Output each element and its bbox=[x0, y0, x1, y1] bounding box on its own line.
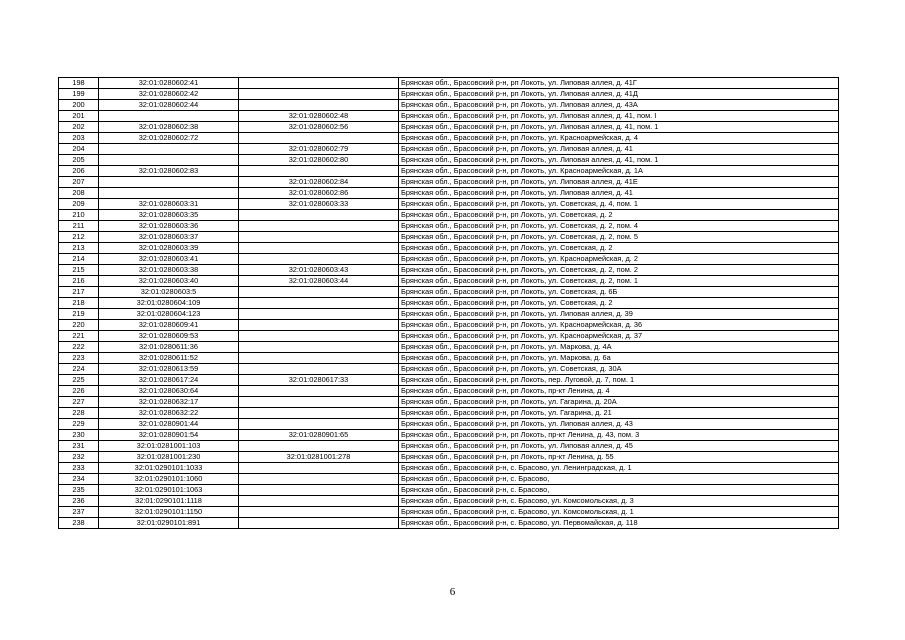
cadastral-number-cell: 32:01:0280617:24 bbox=[99, 375, 239, 386]
table-row bbox=[59, 430, 839, 441]
address-cell: Брянская обл., Брасовский р-н, с. Брасово, ул. Комсомольская, д. 3 bbox=[399, 496, 839, 507]
parent-cadastral-number-cell bbox=[239, 397, 399, 408]
cadastral-number-cell: 32:01:0280611:36 bbox=[99, 342, 239, 353]
cadastral-number-cell: 32:01:0280602:38 bbox=[99, 122, 239, 133]
cadastral-number-cell: 32:01:0290101:1118 bbox=[99, 496, 239, 507]
row-number-cell: 237 bbox=[59, 507, 99, 518]
row-number-cell: 223 bbox=[59, 353, 99, 364]
cadastral-number-cell: 32:01:0280609:53 bbox=[99, 331, 239, 342]
parent-cadastral-number-cell bbox=[239, 243, 399, 254]
row-number-cell: 233 bbox=[59, 463, 99, 474]
address-cell: Брянская обл., Брасовский р-н, с. Брасово, ул. Ленинградская, д. 1 bbox=[399, 463, 839, 474]
row-number-cell: 221 bbox=[59, 331, 99, 342]
table-row bbox=[59, 221, 839, 232]
cadastral-number-cell: 32:01:0280613:59 bbox=[99, 364, 239, 375]
row-number-cell: 222 bbox=[59, 342, 99, 353]
address-cell: Брянская обл., Брасовский р-н, рп Локоть, ул. Советская, д. 2 bbox=[399, 210, 839, 221]
page-number: 6 bbox=[449, 586, 456, 598]
address-cell: Брянская обл., Брасовский р-н, рп Локоть, ул. Липовая аллея, д. 41Е bbox=[399, 177, 839, 188]
address-cell: Брянская обл., Брасовский р-н, рп Локоть, ул. Советская, д. 2, пом. 5 bbox=[399, 232, 839, 243]
row-number-cell: 227 bbox=[59, 397, 99, 408]
cadastral-number-cell: 32:01:0280632:17 bbox=[99, 397, 239, 408]
row-number-cell: 203 bbox=[59, 133, 99, 144]
cadastral-number-cell: 32:01:0280602:44 bbox=[99, 100, 239, 111]
cadastral-number-cell: 32:01:0290101:1063 bbox=[99, 485, 239, 496]
address-cell: Брянская обл., Брасовский р-н, рп Локоть, ул. Липовая аллея, д. 39 bbox=[399, 309, 839, 320]
row-number-cell: 219 bbox=[59, 309, 99, 320]
table-row bbox=[59, 386, 839, 397]
row-number-cell: 204 bbox=[59, 144, 99, 155]
address-cell: Брянская обл., Брасовский р-н, рп Локоть, пр-кт Ленина, д. 55 bbox=[399, 452, 839, 463]
table-row bbox=[59, 353, 839, 364]
table-row bbox=[59, 408, 839, 419]
parent-cadastral-number-cell bbox=[239, 353, 399, 364]
cadastral-number-cell bbox=[99, 177, 239, 188]
table-row bbox=[59, 177, 839, 188]
cadastral-number-cell: 32:01:0280603:41 bbox=[99, 254, 239, 265]
table-row bbox=[59, 331, 839, 342]
parent-cadastral-number-cell bbox=[239, 364, 399, 375]
parent-cadastral-number-cell: 32:01:0280617:33 bbox=[239, 375, 399, 386]
address-cell: Брянская обл., Брасовский р-н, рп Локоть, ул. Красноармейская, д. 2 bbox=[399, 254, 839, 265]
row-number-cell: 199 bbox=[59, 89, 99, 100]
cadastral-number-cell: 32:01:0280603:37 bbox=[99, 232, 239, 243]
address-cell: Брянская обл., Брасовский р-н, рп Локоть, ул. Липовая аллея, д. 41, пом. 1 bbox=[399, 122, 839, 133]
cadastral-number-cell: 32:01:0280603:35 bbox=[99, 210, 239, 221]
table-row bbox=[59, 397, 839, 408]
table-row bbox=[59, 100, 839, 111]
parent-cadastral-number-cell bbox=[239, 474, 399, 485]
cadastral-number-cell: 32:01:0280602:72 bbox=[99, 133, 239, 144]
row-number-cell: 206 bbox=[59, 166, 99, 177]
address-cell: Брянская обл., Брасовский р-н, рп Локоть, ул. Гагарина, д. 21 bbox=[399, 408, 839, 419]
cadastral-number-cell: 32:01:0290101:1060 bbox=[99, 474, 239, 485]
row-number-cell: 201 bbox=[59, 111, 99, 122]
row-number-cell: 217 bbox=[59, 287, 99, 298]
table-row bbox=[59, 199, 839, 210]
cadastral-number-cell: 32:01:0280603:38 bbox=[99, 265, 239, 276]
row-number-cell: 234 bbox=[59, 474, 99, 485]
table-row bbox=[59, 166, 839, 177]
row-number-cell: 212 bbox=[59, 232, 99, 243]
cadastral-number-cell: 32:01:0290101:1150 bbox=[99, 507, 239, 518]
address-cell: Брянская обл., Брасовский р-н, рп Локоть, ул. Советская, д. 2, пом. 1 bbox=[399, 276, 839, 287]
address-cell: Брянская обл., Брасовский р-н, рп Локоть, ул. Советская, д. 2 bbox=[399, 298, 839, 309]
parent-cadastral-number-cell bbox=[239, 463, 399, 474]
row-number-cell: 205 bbox=[59, 155, 99, 166]
table-row bbox=[59, 155, 839, 166]
address-cell: Брянская обл., Брасовский р-н, рп Локоть, ул. Липовая аллея, д. 41 bbox=[399, 188, 839, 199]
row-number-cell: 220 bbox=[59, 320, 99, 331]
document-page bbox=[58, 77, 838, 529]
address-cell: Брянская обл., Брасовский р-н, рп Локоть, ул. Красноармейская, д. 4 bbox=[399, 133, 839, 144]
parent-cadastral-number-cell: 32:01:0280603:43 bbox=[239, 265, 399, 276]
cadastral-number-cell: 32:01:0280602:41 bbox=[99, 78, 239, 89]
row-number-cell: 228 bbox=[59, 408, 99, 419]
parent-cadastral-number-cell bbox=[239, 518, 399, 529]
cadastral-number-cell: 32:01:0281001:103 bbox=[99, 441, 239, 452]
cadastral-number-cell: 32:01:0280603:39 bbox=[99, 243, 239, 254]
address-cell: Брянская обл., Брасовский р-н, с. Брасово, bbox=[399, 474, 839, 485]
parent-cadastral-number-cell: 32:01:0280603:33 bbox=[239, 199, 399, 210]
address-cell: Брянская обл., Брасовский р-н, рп Локоть, ул. Красноармейская, д. 1А bbox=[399, 166, 839, 177]
table-row bbox=[59, 210, 839, 221]
cadastral-number-cell: 32:01:0280603:40 bbox=[99, 276, 239, 287]
address-cell: Брянская обл., Брасовский р-н, рп Локоть, ул. Липовая аллея, д. 43А bbox=[399, 100, 839, 111]
parent-cadastral-number-cell bbox=[239, 254, 399, 265]
address-cell: Брянская обл., Брасовский р-н, рп Локоть, ул. Красноармейская, д. 37 bbox=[399, 331, 839, 342]
parent-cadastral-number-cell: 32:01:0280901:65 bbox=[239, 430, 399, 441]
row-number-cell: 224 bbox=[59, 364, 99, 375]
parent-cadastral-number-cell: 32:01:0280602:80 bbox=[239, 155, 399, 166]
table-row bbox=[59, 276, 839, 287]
cadastral-number-cell bbox=[99, 188, 239, 199]
row-number-cell: 225 bbox=[59, 375, 99, 386]
row-number-cell: 226 bbox=[59, 386, 99, 397]
parent-cadastral-number-cell bbox=[239, 232, 399, 243]
cadastral-number-cell: 32:01:0280603:31 bbox=[99, 199, 239, 210]
parent-cadastral-number-cell bbox=[239, 210, 399, 221]
parent-cadastral-number-cell: 32:01:0281001:278 bbox=[239, 452, 399, 463]
address-cell: Брянская обл., Брасовский р-н, рп Локоть, пр-кт Ленина, д. 4 bbox=[399, 386, 839, 397]
cadastral-number-cell: 32:01:0280604:109 bbox=[99, 298, 239, 309]
registry-table-body bbox=[59, 78, 839, 529]
cadastral-number-cell: 32:01:0290101:1033 bbox=[99, 463, 239, 474]
address-cell: Брянская обл., Брасовский р-н, рп Локоть, ул. Липовая аллея, д. 41Д bbox=[399, 89, 839, 100]
cadastral-number-cell bbox=[99, 111, 239, 122]
row-number-cell: 230 bbox=[59, 430, 99, 441]
address-cell: Брянская обл., Брасовский р-н, рп Локоть, ул. Маркова, д. 6а bbox=[399, 353, 839, 364]
row-number-cell: 232 bbox=[59, 452, 99, 463]
address-cell: Брянская обл., Брасовский р-н, рп Локоть, ул. Липовая аллея, д. 43 bbox=[399, 419, 839, 430]
row-number-cell: 207 bbox=[59, 177, 99, 188]
table-row bbox=[59, 111, 839, 122]
parent-cadastral-number-cell bbox=[239, 320, 399, 331]
parent-cadastral-number-cell bbox=[239, 78, 399, 89]
parent-cadastral-number-cell: 32:01:0280602:79 bbox=[239, 144, 399, 155]
cadastral-number-cell: 32:01:0280901:54 bbox=[99, 430, 239, 441]
address-cell: Брянская обл., Брасовский р-н, рп Локоть, ул. Липовая аллея, д. 41, пом. I bbox=[399, 111, 839, 122]
row-number-cell: 210 bbox=[59, 210, 99, 221]
parent-cadastral-number-cell bbox=[239, 507, 399, 518]
parent-cadastral-number-cell bbox=[239, 100, 399, 111]
parent-cadastral-number-cell: 32:01:0280602:56 bbox=[239, 122, 399, 133]
table-row bbox=[59, 122, 839, 133]
table-row bbox=[59, 364, 839, 375]
address-cell: Брянская обл., Брасовский р-н, рп Локоть, ул. Красноармейская, д. 36 bbox=[399, 320, 839, 331]
table-row bbox=[59, 507, 839, 518]
table-row bbox=[59, 419, 839, 430]
table-row bbox=[59, 243, 839, 254]
address-cell: Брянская обл., Брасовский р-н, рп Локоть, ул. Советская, д. 2 bbox=[399, 243, 839, 254]
parent-cadastral-number-cell bbox=[239, 496, 399, 507]
table-row bbox=[59, 254, 839, 265]
cadastral-number-cell: 32:01:0280609:41 bbox=[99, 320, 239, 331]
cadastral-number-cell: 32:01:0281001:230 bbox=[99, 452, 239, 463]
parent-cadastral-number-cell bbox=[239, 221, 399, 232]
cadastral-number-cell: 32:01:0280603:36 bbox=[99, 221, 239, 232]
table-row bbox=[59, 474, 839, 485]
address-cell: Брянская обл., Брасовский р-н, рп Локоть, ул. Липовая аллея, д. 41, пом. 1 bbox=[399, 155, 839, 166]
address-cell: Брянская обл., Брасовский р-н, с. Брасово, bbox=[399, 485, 839, 496]
row-number-cell: 198 bbox=[59, 78, 99, 89]
row-number-cell: 209 bbox=[59, 199, 99, 210]
address-cell: Брянская обл., Брасовский р-н, рп Локоть, ул. Гагарина, д. 20А bbox=[399, 397, 839, 408]
row-number-cell: 218 bbox=[59, 298, 99, 309]
table-row bbox=[59, 463, 839, 474]
parent-cadastral-number-cell bbox=[239, 342, 399, 353]
table-row bbox=[59, 452, 839, 463]
table-row bbox=[59, 232, 839, 243]
table-row bbox=[59, 287, 839, 298]
address-cell: Брянская обл., Брасовский р-н, рп Локоть, ул. Советская, д. 6Б bbox=[399, 287, 839, 298]
parent-cadastral-number-cell: 32:01:0280602:84 bbox=[239, 177, 399, 188]
table-row bbox=[59, 441, 839, 452]
cadastral-number-cell: 32:01:0280632:22 bbox=[99, 408, 239, 419]
row-number-cell: 202 bbox=[59, 122, 99, 133]
row-number-cell: 211 bbox=[59, 221, 99, 232]
parent-cadastral-number-cell bbox=[239, 166, 399, 177]
address-cell: Брянская обл., Брасовский р-н, рп Локоть, ул. Липовая аллея, д. 41Г bbox=[399, 78, 839, 89]
address-cell: Брянская обл., Брасовский р-н, с. Брасово, ул. Комсомольская, д. 1 bbox=[399, 507, 839, 518]
table-row bbox=[59, 188, 839, 199]
cadastral-number-cell: 32:01:0280603:5 bbox=[99, 287, 239, 298]
table-row bbox=[59, 496, 839, 507]
parent-cadastral-number-cell bbox=[239, 485, 399, 496]
table-row bbox=[59, 298, 839, 309]
table-row bbox=[59, 78, 839, 89]
cadastral-number-cell: 32:01:0280604:123 bbox=[99, 309, 239, 320]
table-row bbox=[59, 342, 839, 353]
address-cell: Брянская обл., Брасовский р-н, рп Локоть, ул. Маркова, д. 4А bbox=[399, 342, 839, 353]
parent-cadastral-number-cell bbox=[239, 309, 399, 320]
cadastral-number-cell: 32:01:0280602:42 bbox=[99, 89, 239, 100]
table-row bbox=[59, 375, 839, 386]
parent-cadastral-number-cell bbox=[239, 287, 399, 298]
row-number-cell: 236 bbox=[59, 496, 99, 507]
address-cell: Брянская обл., Брасовский р-н, рп Локоть, ул. Советская, д. 2, пом. 4 bbox=[399, 221, 839, 232]
row-number-cell: 214 bbox=[59, 254, 99, 265]
table-row bbox=[59, 320, 839, 331]
cadastral-number-cell: 32:01:0280901:44 bbox=[99, 419, 239, 430]
row-number-cell: 238 bbox=[59, 518, 99, 529]
parent-cadastral-number-cell bbox=[239, 419, 399, 430]
address-cell: Брянская обл., Брасовский р-н, рп Локоть, ул. Советская, д. 4, пом. 1 bbox=[399, 199, 839, 210]
address-cell: Брянская обл., Брасовский р-н, с. Брасово, ул. Первомайская, д. 118 bbox=[399, 518, 839, 529]
table-row bbox=[59, 89, 839, 100]
address-cell: Брянская обл., Брасовский р-н, рп Локоть, ул. Советская, д. 2, пом. 2 bbox=[399, 265, 839, 276]
row-number-cell: 200 bbox=[59, 100, 99, 111]
row-number-cell: 208 bbox=[59, 188, 99, 199]
table-row bbox=[59, 485, 839, 496]
address-cell: Брянская обл., Брасовский р-н, рп Локоть, ул. Советская, д. 30А bbox=[399, 364, 839, 375]
address-cell: Брянская обл., Брасовский р-н, рп Локоть, пер. Луговой, д. 7, пом. 1 bbox=[399, 375, 839, 386]
registry-table bbox=[58, 77, 839, 529]
address-cell: Брянская обл., Брасовский р-н, рп Локоть, пр-кт Ленина, д. 43, пом. 3 bbox=[399, 430, 839, 441]
cadastral-number-cell bbox=[99, 144, 239, 155]
parent-cadastral-number-cell bbox=[239, 331, 399, 342]
cadastral-number-cell: 32:01:0280611:52 bbox=[99, 353, 239, 364]
parent-cadastral-number-cell bbox=[239, 441, 399, 452]
row-number-cell: 215 bbox=[59, 265, 99, 276]
table-row bbox=[59, 309, 839, 320]
table-row bbox=[59, 133, 839, 144]
row-number-cell: 213 bbox=[59, 243, 99, 254]
address-cell: Брянская обл., Брасовский р-н, рп Локоть, ул. Липовая аллея, д. 45 bbox=[399, 441, 839, 452]
parent-cadastral-number-cell: 32:01:0280602:86 bbox=[239, 188, 399, 199]
cadastral-number-cell: 32:01:0290101:891 bbox=[99, 518, 239, 529]
parent-cadastral-number-cell bbox=[239, 89, 399, 100]
parent-cadastral-number-cell bbox=[239, 298, 399, 309]
table-row bbox=[59, 265, 839, 276]
table-row bbox=[59, 144, 839, 155]
parent-cadastral-number-cell: 32:01:0280603:44 bbox=[239, 276, 399, 287]
row-number-cell: 216 bbox=[59, 276, 99, 287]
cadastral-number-cell: 32:01:0280630:64 bbox=[99, 386, 239, 397]
parent-cadastral-number-cell bbox=[239, 408, 399, 419]
table-row bbox=[59, 518, 839, 529]
row-number-cell: 229 bbox=[59, 419, 99, 430]
row-number-cell: 235 bbox=[59, 485, 99, 496]
address-cell: Брянская обл., Брасовский р-н, рп Локоть, ул. Липовая аллея, д. 41 bbox=[399, 144, 839, 155]
row-number-cell: 231 bbox=[59, 441, 99, 452]
parent-cadastral-number-cell: 32:01:0280602:48 bbox=[239, 111, 399, 122]
parent-cadastral-number-cell bbox=[239, 133, 399, 144]
cadastral-number-cell: 32:01:0280602:83 bbox=[99, 166, 239, 177]
cadastral-number-cell bbox=[99, 155, 239, 166]
parent-cadastral-number-cell bbox=[239, 386, 399, 397]
